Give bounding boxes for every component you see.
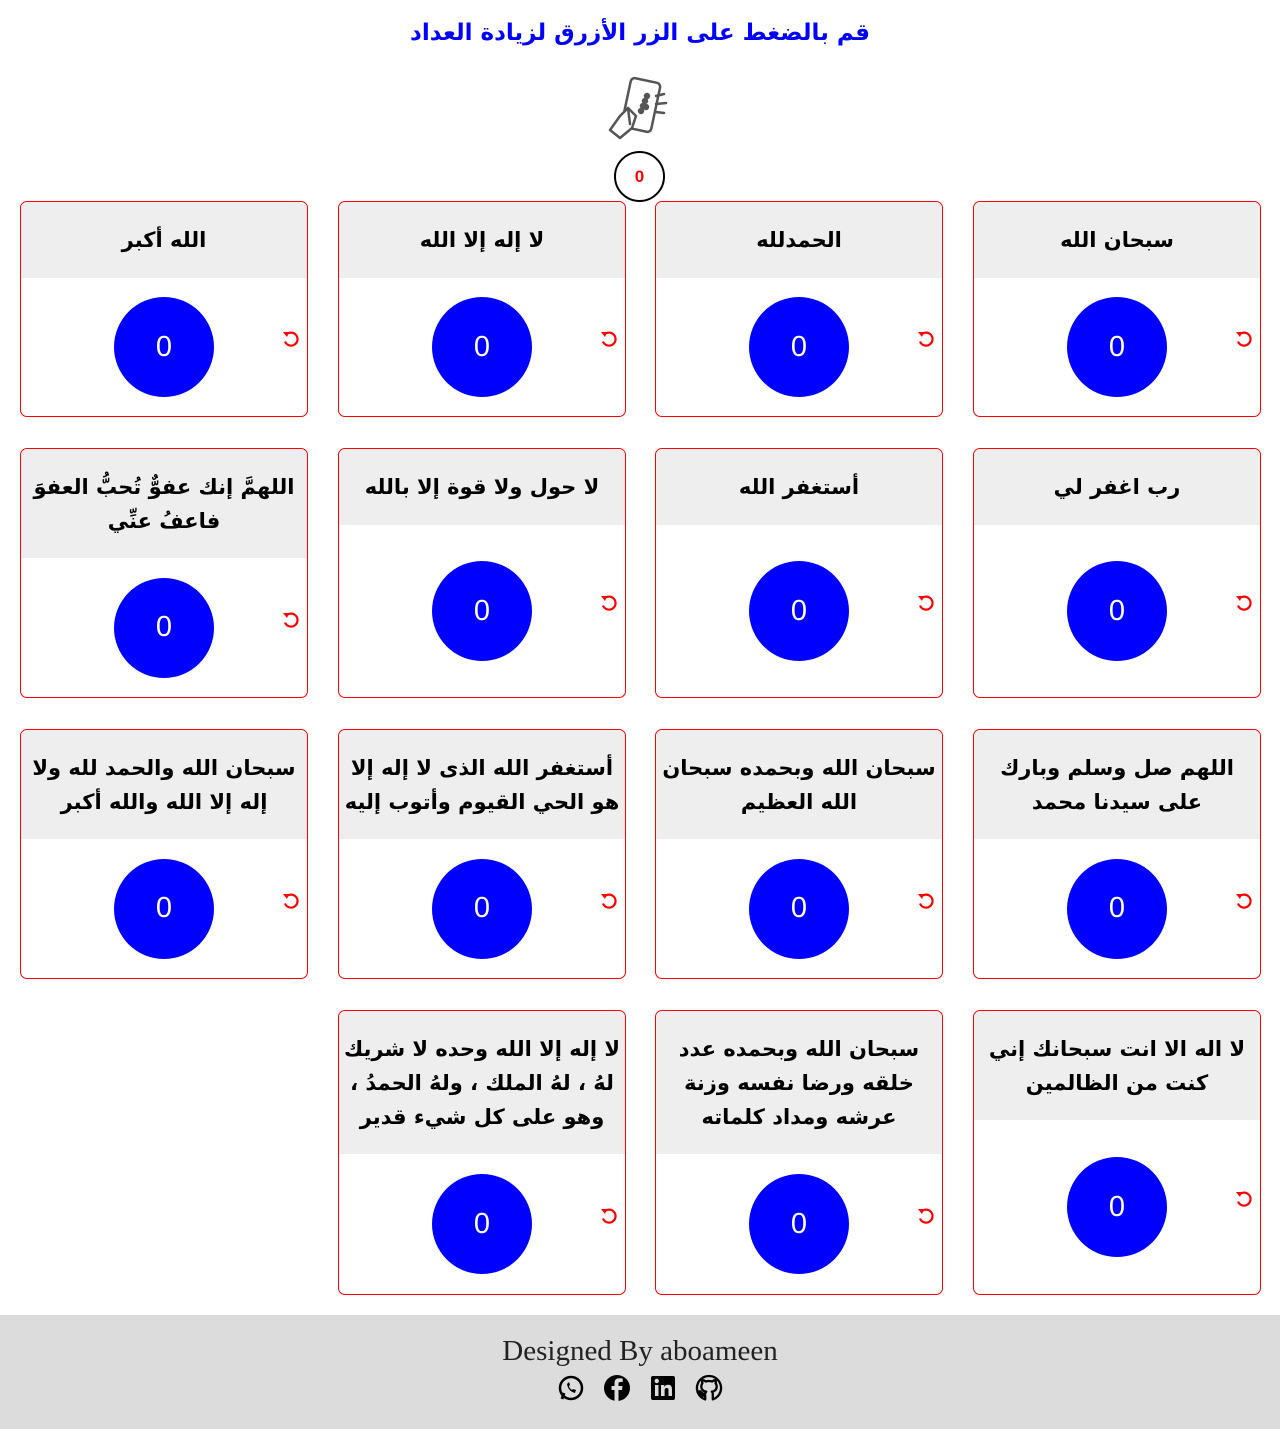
dhikr-card (973, 1010, 1261, 1295)
dhikr-text: لا حول ولا قوة إلا بالله (339, 449, 625, 525)
reset-icon[interactable] (916, 1206, 936, 1226)
total-counter: 0 (614, 151, 665, 202)
dhikr-text: رب اغفر لي (974, 449, 1260, 525)
dhikr-text: الحمدلله (656, 202, 942, 278)
dhikr-text: سبحان الله (974, 202, 1260, 278)
count-button[interactable]: 0 (114, 297, 214, 397)
count-button[interactable]: 0 (749, 859, 849, 959)
dhikr-text: سبحان الله وبحمده سبحان الله العظيم (656, 730, 942, 839)
dhikr-card (338, 201, 626, 417)
dhikr-card (20, 448, 308, 698)
reset-icon[interactable] (1234, 891, 1254, 911)
dhikr-card (20, 729, 308, 979)
reset-icon[interactable] (281, 610, 301, 630)
dhikr-text: اللهم صل وسلم وبارك على سيدنا محمد (974, 730, 1260, 839)
footer-credit: Designed By aboameen (502, 1335, 778, 1367)
dhikr-card (338, 729, 626, 979)
github-icon[interactable] (694, 1373, 724, 1403)
count-button[interactable]: 0 (114, 859, 214, 959)
reset-icon[interactable] (916, 593, 936, 613)
reset-icon[interactable] (916, 891, 936, 911)
reset-icon[interactable] (599, 329, 619, 349)
reset-icon[interactable] (599, 891, 619, 911)
facebook-icon[interactable] (602, 1373, 632, 1403)
count-button[interactable]: 0 (749, 1174, 849, 1274)
dhikr-text: الله أكبر (21, 202, 307, 278)
reset-icon[interactable] (1234, 329, 1254, 349)
count-button[interactable]: 0 (1067, 1157, 1167, 1257)
count-button[interactable]: 0 (749, 561, 849, 661)
count-button[interactable]: 0 (114, 578, 214, 678)
reset-icon[interactable] (599, 593, 619, 613)
linkedin-icon[interactable] (648, 1373, 678, 1403)
hand-phone-tasbih-icon (606, 76, 676, 146)
social-links (556, 1373, 724, 1403)
dhikr-card (655, 448, 943, 698)
dhikr-text: اللهمَّ إنك عفوٌّ تُحبُّ العفوَ فاعفُ عنِّي (21, 449, 307, 558)
count-button[interactable]: 0 (1067, 561, 1167, 661)
dhikr-card (973, 729, 1261, 979)
dhikr-text: سبحان الله والحمد لله ولا إله إلا الله والله أكبر (21, 730, 307, 839)
count-button[interactable]: 0 (432, 297, 532, 397)
dhikr-text: أستغفر الله الذى لا إله إلا هو الحي القيوم وأتوب إليه (339, 730, 625, 839)
dhikr-card (338, 448, 626, 698)
count-button[interactable]: 0 (432, 859, 532, 959)
dhikr-card (655, 1010, 943, 1295)
dhikr-card (973, 448, 1261, 698)
footer (0, 1315, 1280, 1429)
dhikr-card (973, 201, 1261, 417)
dhikr-card (655, 201, 943, 417)
reset-icon[interactable] (281, 891, 301, 911)
reset-icon[interactable] (1234, 1189, 1254, 1209)
count-button[interactable]: 0 (1067, 859, 1167, 959)
count-button[interactable]: 0 (1067, 297, 1167, 397)
count-button[interactable]: 0 (749, 297, 849, 397)
instruction-text: قم بالضغط على الزر الأزرق لزيادة العداد (410, 20, 870, 46)
dhikr-card (20, 201, 308, 417)
reset-icon[interactable] (281, 329, 301, 349)
count-button[interactable]: 0 (432, 1174, 532, 1274)
reset-icon[interactable] (599, 1206, 619, 1226)
dhikr-text: لا إله إلا الله وحده لا شريك لهُ ، لهُ الملك ، ولهُ الحمدُ ، وهو على كل شيء قدير (339, 1011, 625, 1154)
dhikr-card (338, 1010, 626, 1295)
reset-icon[interactable] (916, 329, 936, 349)
dhikr-text: أستغفر الله (656, 449, 942, 525)
dhikr-text: سبحان الله وبحمده عدد خلقه ورضا نفسه وزنة عرشه ومداد كلماته (656, 1011, 942, 1154)
reset-icon[interactable] (1234, 593, 1254, 613)
dhikr-card (655, 729, 943, 979)
dhikr-text: لا اله الا انت سبحانك إني كنت من الظالمين (974, 1011, 1260, 1120)
count-button[interactable]: 0 (432, 561, 532, 661)
whatsapp-icon[interactable] (556, 1373, 586, 1403)
dhikr-text: لا إله إلا الله (339, 202, 625, 278)
